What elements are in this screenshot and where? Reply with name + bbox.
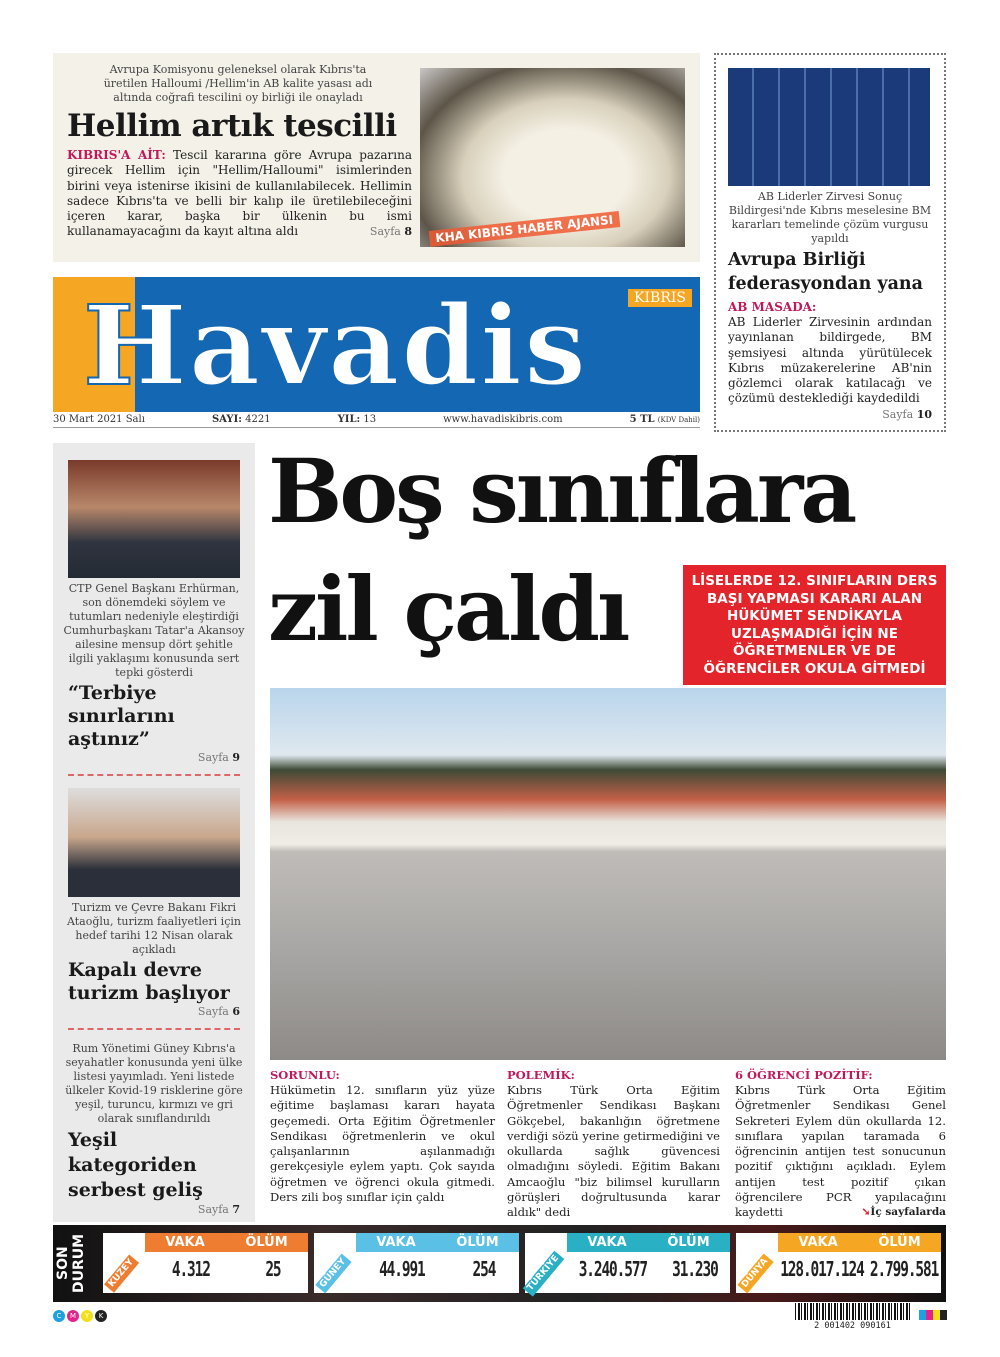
year-number: 13 — [363, 414, 377, 425]
divider — [68, 774, 240, 776]
price-note: (KDV Dahil) — [657, 416, 700, 424]
sayfa-number: 9 — [232, 751, 240, 764]
top-story — [53, 53, 700, 262]
sidebar-caption: Rum Yönetimi Güney Kıbrıs'a seyahatler konusunda yeni ülke listesi yayımladı. Yeni listede ülkeler Kovid-19 risklerine göre yeşil, turuncu, kırmızı ve gri olarak sınıflandırıldı — [65, 1042, 243, 1125]
sayfa-label: Sayfa — [197, 1005, 229, 1018]
right-story-headline: Avrupa Birliği federasyondan yana — [728, 250, 923, 294]
top-story-subtitle: Avrupa Komisyonu geleneksel olarak Kıbrıs'ta üretilen Halloumi /Hellim'in AB kalite yasası adı altında coğrafi tescilini oy birliği ile onayladı — [103, 63, 373, 104]
inside-pages-label: İç sayfalarda — [870, 1206, 946, 1219]
covid-panel-0 — [103, 1233, 308, 1293]
region-label: GÜNEY — [315, 1253, 351, 1293]
top-story-headline: Hellim artık tescilli — [67, 108, 397, 144]
story-column — [735, 1068, 946, 1221]
havadis-logo[interactable]: Havadis — [83, 281, 589, 410]
issue-label: SAYI: — [211, 414, 242, 425]
deaths-value: 2.799.581 — [869, 1257, 939, 1281]
year-label: YIL: — [337, 414, 361, 425]
cmyk-dot: Y — [81, 1310, 93, 1322]
website-link[interactable]: www.havadiskibris.com — [443, 414, 563, 425]
cmyk-marks — [53, 1310, 107, 1322]
cases-label: VAKA — [165, 1235, 205, 1250]
top-story-kicker: KIBRIS'A AİT: — [67, 148, 166, 162]
cases-label: VAKA — [376, 1235, 416, 1250]
sayfa-label: Sayfa — [197, 751, 229, 764]
sayfa-label: Sayfa — [882, 407, 914, 421]
ataoglu-photo — [68, 788, 240, 897]
color-registration — [919, 1310, 947, 1320]
story-column — [270, 1068, 495, 1205]
top-story-sayfa[interactable] — [364, 224, 412, 239]
divider — [68, 1028, 240, 1030]
column-kicker: SORUNLU: — [270, 1068, 340, 1082]
sayfa-number: 6 — [232, 1005, 240, 1018]
cases-value: 44.991 — [379, 1257, 425, 1281]
sidebar-caption: CTP Genel Başkanı Erhürman, son dönemdeki söylem ve tutumları nedeniyle eleştirdiği Cumhurbaşkanı Tatar'a Akansoy ailesine mensup dört şehitle ilgili yaklaşımı konusunda sert tepki gösterdi — [63, 582, 245, 679]
sidebar-sayfa[interactable] — [68, 1203, 240, 1216]
issue-date: 30 Mart 2021 Salı — [53, 414, 145, 425]
cmyk-dot: K — [95, 1310, 107, 1322]
covid-panel-1 — [314, 1233, 519, 1293]
sidebar — [53, 443, 255, 1222]
main-headline-line1: Boş sınıflara — [268, 439, 855, 543]
story-column — [507, 1068, 720, 1221]
covid-label: SON DURUM — [55, 1233, 87, 1294]
watermark-logo: KHA KIBRIS HABER AJANSI — [429, 211, 620, 247]
sidebar-sayfa[interactable] — [68, 751, 240, 764]
sidebar-headline: “Terbiye sınırlarını aştınız” — [68, 682, 175, 750]
right-story-kicker: AB MASADA: — [728, 300, 817, 314]
deaths-label: ÖLÜM — [245, 1235, 288, 1250]
covid-status-bar — [53, 1225, 946, 1302]
deaths-label: ÖLÜM — [456, 1235, 499, 1250]
main-headline-line2: zil çaldı — [268, 557, 628, 661]
covid-panel-3 — [736, 1233, 941, 1293]
covid-panel-header — [567, 1233, 730, 1252]
barcode-number: 2 001402 090161 — [814, 1321, 891, 1331]
sayfa-number: 10 — [916, 407, 932, 421]
column-body: Kıbrıs Türk Orta Eğitim Öğretmenler Sendikası Genel Sekreteri Eylem dün okullarda 12. sınıflara yapılan taramada 6 öğrencinin antijen test sonucunun pozitif çıktığını açıkladı. Eylem antijen test pozitif çıkan öğrencilere PCR yapılacağını kaydetti — [735, 1083, 946, 1220]
arrow-icon: ➘ — [861, 1206, 871, 1219]
cases-value: 3.240.577 — [578, 1257, 648, 1281]
right-story — [714, 53, 946, 432]
covid-panel-header — [778, 1233, 941, 1252]
deaths-label: ÖLÜM — [878, 1235, 921, 1250]
column-kicker: POLEMİK: — [507, 1068, 575, 1082]
issue-number: 4221 — [245, 414, 271, 425]
covid-panel-header — [356, 1233, 519, 1252]
top-story-body: Tescil kararına göre Avrupa pazarına girecek Hellim için "Hellim/Halloumi" isimlerinden birini veya istenirse ikisini de kullanılabilecek. Hellimin sadece Kıbrıs'ta ve belli bir kalıp ile üretilebileceğini içeren karar, başka bir ülkenin bu ismi kullanamayacağını da kayıt altına aldı — [67, 148, 412, 239]
issue-info-bar — [53, 414, 700, 428]
cmyk-dot: C — [53, 1310, 65, 1322]
cases-label: VAKA — [798, 1235, 838, 1250]
logo-tag: KIBRIS — [628, 289, 692, 307]
region-label: KUZEY — [104, 1254, 139, 1292]
price: 5 TL — [629, 414, 655, 425]
region-label: TÜRKİYE — [523, 1250, 565, 1296]
deaths-label: ÖLÜM — [667, 1235, 710, 1250]
column-body: Kıbrıs Türk Orta Eğitim Öğretmenler Sendikası Başkanı Gökçebel, bakanlığın öğretmene verdiği sözü yerine getirmediğini ve okullarda sağlık güvencesi olmadığını söyledi. Eğitim Bakanı Amcaoğlu "biz bilimsel kurulların görüşleri doğrultusunda karar aldık" dedi — [507, 1083, 720, 1220]
main-callout: LİSELERDE 12. SINIFLARIN DERS BAŞI YAPMASI KARARI ALAN HÜKÜMET SENDİKAYLA UZLAŞMADIĞI İÇİN NE ÖĞRETMENLER VE DE ÖĞRENCİLER OKULA GİTMEDİ — [683, 565, 946, 685]
column-body: Hükümetin 12. sınıfların yüz yüze eğitime başlaması kararı hayata geçemedi. Orta Eğitim Öğretmenler Sendikası öğretmenlerin ve okul çalışanlarının aşılanmadığı gerekçesiyle eylem yaptı. Çok sayıda öğretmen ve öğrenci okula gitmedi. Ders zili boş sınıflar için çaldı — [270, 1083, 495, 1205]
deaths-value: 31.230 — [672, 1257, 718, 1281]
schoolyard-photo — [270, 688, 946, 1060]
right-story-body: AB Liderler Zirvesinin ardından yayınlanan bildirgede, BM şemsiyesi altında yürütülecek Kıbrıs müzakerelerine AB'nin gözlemci olarak katılacağı ve çözümü desteklediği kaydedildi — [728, 315, 932, 406]
region-label: DÜNYA — [737, 1253, 773, 1293]
sayfa-label: Sayfa — [369, 225, 401, 239]
sayfa-number: 7 — [232, 1203, 240, 1216]
column-kicker: 6 ÖĞRENCİ POZİTİF: — [735, 1068, 873, 1082]
inside-pages-link[interactable] — [858, 1205, 946, 1220]
sidebar-caption: Turizm ve Çevre Bakanı Fikri Ataoğlu, turizm faaliyetleri için hedef tarihi 12 Nisan olarak açıkladı — [67, 901, 241, 956]
covid-panel-2 — [525, 1233, 730, 1293]
right-story-caption: AB Liderler Zirvesi Sonuç Bildirgesi'nde Kıbrıs meselesine BM kararları temelinde çözüm vurgusu yapıldı — [728, 190, 932, 245]
cases-value: 128.017.124 — [780, 1257, 864, 1281]
sidebar-headline: Kapalı devre turizm başlıyor — [68, 959, 230, 1004]
sidebar-sayfa[interactable] — [68, 1005, 240, 1018]
deaths-value: 254 — [472, 1257, 496, 1281]
sayfa-label: Sayfa — [197, 1203, 229, 1216]
masthead — [53, 277, 700, 412]
cmyk-dot: M — [67, 1310, 79, 1322]
cases-label: VAKA — [587, 1235, 627, 1250]
right-story-sayfa[interactable] — [876, 407, 932, 422]
erhurman-photo — [68, 460, 240, 578]
covid-panel-header — [145, 1233, 308, 1252]
cases-value: 4.312 — [171, 1257, 210, 1281]
sayfa-number: 8 — [404, 225, 412, 239]
eu-summit-video-photo — [728, 68, 930, 186]
deaths-value: 25 — [265, 1257, 281, 1281]
sidebar-headline: Yeşil kategoriden serbest geliş — [68, 1129, 203, 1201]
barcode — [795, 1303, 910, 1320]
